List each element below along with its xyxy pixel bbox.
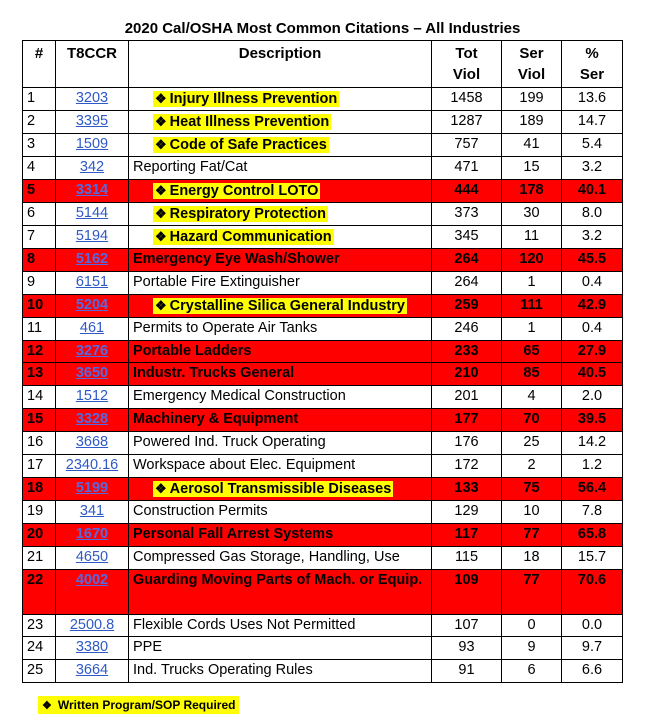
code-link[interactable]: 5144 [75,204,109,221]
code-link[interactable]: 2340.16 [65,457,119,474]
row-total-violations: 1287 [432,111,502,134]
row-percent-serious: 3.2 [562,225,623,248]
row-description: Hazard Communication [169,228,332,245]
row-serious-violations: 1 [502,271,562,294]
row-description: Ind. Trucks Operating Rules [129,660,432,683]
row-total-violations: 1458 [432,88,502,111]
code-link[interactable]: 4002 [75,571,109,588]
header-serious-violations: Ser Viol [502,41,562,88]
row-total-violations: 172 [432,455,502,478]
table-row [23,340,623,363]
row-number: 24 [23,637,56,660]
program-highlight [153,137,329,153]
row-percent-serious: 56.4 [562,477,623,500]
row-percent-serious: 0.4 [562,271,623,294]
row-total-violations: 757 [432,134,502,157]
row-percent-serious: 0.0 [562,614,623,637]
row-total-violations: 259 [432,294,502,317]
table-row [23,455,623,478]
row-percent-serious: 5.4 [562,134,623,157]
row-description: PPE [129,637,432,660]
table-row [23,157,623,180]
code-link[interactable]: 3380 [75,639,109,656]
row-number: 1 [23,88,56,111]
row-number: 5 [23,179,56,202]
row-description: Guarding Moving Parts of Mach. or Equip. [129,569,432,614]
row-number: 7 [23,225,56,248]
row-serious-violations: 11 [502,225,562,248]
table-row [23,477,623,500]
code-link[interactable]: 3203 [75,90,109,106]
row-serious-violations: 2 [502,455,562,478]
row-serious-violations: 15 [502,157,562,180]
row-serious-violations: 30 [502,202,562,225]
row-serious-violations: 1 [502,317,562,340]
row-serious-violations: 0 [502,614,562,637]
row-percent-serious: 40.5 [562,363,623,386]
row-description: Compressed Gas Storage, Handling, Use [129,546,432,569]
row-description: Portable Fire Extinguisher [129,271,432,294]
row-percent-serious: 3.2 [562,157,623,180]
row-total-violations: 176 [432,432,502,455]
row-serious-violations: 85 [502,363,562,386]
row-percent-serious: 70.6 [562,569,623,614]
row-serious-violations: 9 [502,637,562,660]
row-percent-serious: 9.7 [562,637,623,660]
row-description: Aerosol Transmissible Diseases [169,480,392,497]
row-number: 19 [23,500,56,523]
row-total-violations: 264 [432,271,502,294]
row-number: 8 [23,248,56,271]
row-serious-violations: 199 [502,88,562,111]
code-link[interactable]: 3650 [75,365,109,382]
diamond-bullet-icon: ❖ [42,700,52,712]
row-total-violations: 133 [432,477,502,500]
row-percent-serious: 14.7 [562,111,623,134]
code-link[interactable]: 5162 [75,250,109,267]
code-link[interactable]: 3314 [75,181,109,198]
row-description: Injury Illness Prevention [169,91,338,107]
row-percent-serious: 8.0 [562,202,623,225]
row-total-violations: 115 [432,546,502,569]
code-link[interactable]: 461 [79,319,105,336]
citations-table [22,40,623,683]
row-serious-violations: 178 [502,179,562,202]
table-row [23,294,623,317]
row-serious-violations: 25 [502,432,562,455]
code-link[interactable]: 3328 [75,411,109,428]
row-serious-violations: 65 [502,340,562,363]
row-number: 21 [23,546,56,569]
row-number: 20 [23,523,56,546]
diamond-bullet-icon: ❖ [155,480,167,496]
row-serious-violations: 75 [502,477,562,500]
program-highlight [153,298,407,314]
page-title: 2020 Cal/OSHA Most Common Citations – All Industries [124,20,521,37]
row-total-violations: 177 [432,409,502,432]
row-number: 18 [23,477,56,500]
row-description: Reporting Fat/Cat [129,157,432,180]
header-num: # [23,41,56,88]
table-row [23,363,623,386]
table-row [23,179,623,202]
table-row [23,523,623,546]
row-percent-serious: 0.4 [562,317,623,340]
row-serious-violations: 77 [502,569,562,614]
row-percent-serious: 27.9 [562,340,623,363]
table-row [23,500,623,523]
row-number: 11 [23,317,56,340]
code-link[interactable]: 3668 [75,434,109,451]
row-percent-serious: 40.1 [562,179,623,202]
header-description: Description [129,41,432,88]
row-number: 6 [23,202,56,225]
row-percent-serious: 1.2 [562,455,623,478]
row-total-violations: 107 [432,614,502,637]
code-link[interactable]: 4650 [75,548,109,565]
row-total-violations: 117 [432,523,502,546]
row-total-violations: 246 [432,317,502,340]
diamond-bullet-icon: ❖ [155,182,167,198]
program-highlight [153,229,334,245]
row-total-violations: 233 [432,340,502,363]
row-serious-violations: 189 [502,111,562,134]
row-serious-violations: 41 [502,134,562,157]
row-serious-violations: 10 [502,500,562,523]
table-row [23,202,623,225]
table-row [23,386,623,409]
legend-label: Written Program/SOP Required [57,698,236,712]
program-highlight [153,114,331,130]
code-link[interactable]: 5199 [75,479,109,496]
legend [38,696,239,714]
code-link[interactable]: 1512 [75,388,109,405]
row-total-violations: 210 [432,363,502,386]
row-percent-serious: 45.5 [562,248,623,271]
row-description: Machinery & Equipment [129,409,432,432]
row-serious-violations: 77 [502,523,562,546]
row-number: 15 [23,409,56,432]
header-total-violations: Tot Viol [432,41,502,88]
row-number: 13 [23,363,56,386]
table-header-row [23,41,623,88]
diamond-bullet-icon: ❖ [155,114,167,129]
diamond-bullet-icon: ❖ [155,297,167,313]
table-row [23,134,623,157]
row-percent-serious: 15.7 [562,546,623,569]
row-description: Crystalline Silica General Industry [169,297,405,314]
diamond-bullet-icon: ❖ [155,228,167,244]
table-row [23,248,623,271]
program-highlight [153,183,320,199]
row-percent-serious: 39.5 [562,409,623,432]
table-row [23,660,623,683]
table-row [23,637,623,660]
table-row [23,409,623,432]
row-number: 17 [23,455,56,478]
row-total-violations: 264 [432,248,502,271]
code-link[interactable]: 341 [79,502,105,519]
code-link[interactable]: 1509 [75,136,109,152]
row-total-violations: 201 [432,386,502,409]
row-description: Portable Ladders [129,340,432,363]
code-link[interactable]: 3664 [75,662,109,679]
row-description: Personal Fall Arrest Systems [129,523,432,546]
row-serious-violations: 111 [502,294,562,317]
row-total-violations: 373 [432,202,502,225]
code-link[interactable]: 3395 [75,113,109,129]
table-row [23,546,623,569]
diamond-bullet-icon: ❖ [155,205,167,221]
row-description: Energy Control LOTO [169,182,319,199]
row-percent-serious: 65.8 [562,523,623,546]
row-description: Permits to Operate Air Tanks [129,317,432,340]
table-row [23,88,623,111]
diamond-bullet-icon: ❖ [155,91,167,106]
row-description: Powered Ind. Truck Operating [129,432,432,455]
row-number: 10 [23,294,56,317]
program-highlight [153,481,393,497]
table-row [23,317,623,340]
header-percent-serious: % Ser [562,41,623,88]
header-code: T8CCR [56,41,129,88]
row-number: 16 [23,432,56,455]
row-number: 22 [23,569,56,614]
row-total-violations: 93 [432,637,502,660]
row-total-violations: 444 [432,179,502,202]
row-percent-serious: 7.8 [562,500,623,523]
table-row [23,432,623,455]
row-percent-serious: 13.6 [562,88,623,111]
row-description: Emergency Eye Wash/Shower [129,248,432,271]
code-link[interactable]: 6151 [75,273,109,290]
table-row [23,569,623,614]
row-percent-serious: 42.9 [562,294,623,317]
row-description: Respiratory Protection [169,205,326,222]
row-number: 14 [23,386,56,409]
row-total-violations: 471 [432,157,502,180]
row-serious-violations: 120 [502,248,562,271]
row-description: Construction Permits [129,500,432,523]
row-total-violations: 109 [432,569,502,614]
row-number: 12 [23,340,56,363]
row-percent-serious: 2.0 [562,386,623,409]
row-total-violations: 91 [432,660,502,683]
row-total-violations: 345 [432,225,502,248]
row-serious-violations: 6 [502,660,562,683]
row-description: Heat Illness Prevention [169,114,330,130]
row-serious-violations: 18 [502,546,562,569]
row-number: 4 [23,157,56,180]
code-link[interactable]: 2500.8 [69,616,115,633]
table-row [23,271,623,294]
code-link[interactable]: 5194 [75,227,109,244]
program-highlight [153,91,339,107]
row-description: Emergency Medical Construction [129,386,432,409]
table-row [23,111,623,134]
row-number: 9 [23,271,56,294]
row-number: 25 [23,660,56,683]
code-link[interactable]: 1670 [75,525,109,542]
code-link[interactable]: 3276 [75,342,109,359]
table-row [23,225,623,248]
row-percent-serious: 6.6 [562,660,623,683]
row-number: 2 [23,111,56,134]
code-link[interactable]: 5204 [75,296,109,313]
code-link[interactable]: 342 [79,159,105,175]
row-description: Workspace about Elec. Equipment [129,455,432,478]
row-percent-serious: 14.2 [562,432,623,455]
row-serious-violations: 70 [502,409,562,432]
diamond-bullet-icon: ❖ [155,137,167,152]
row-number: 23 [23,614,56,637]
program-highlight [153,206,328,222]
table-row [23,614,623,637]
row-number: 3 [23,134,56,157]
row-serious-violations: 4 [502,386,562,409]
row-description: Code of Safe Practices [169,137,327,153]
row-description: Flexible Cords Uses Not Permitted [129,614,432,637]
row-description: Industr. Trucks General [129,363,432,386]
row-total-violations: 129 [432,500,502,523]
